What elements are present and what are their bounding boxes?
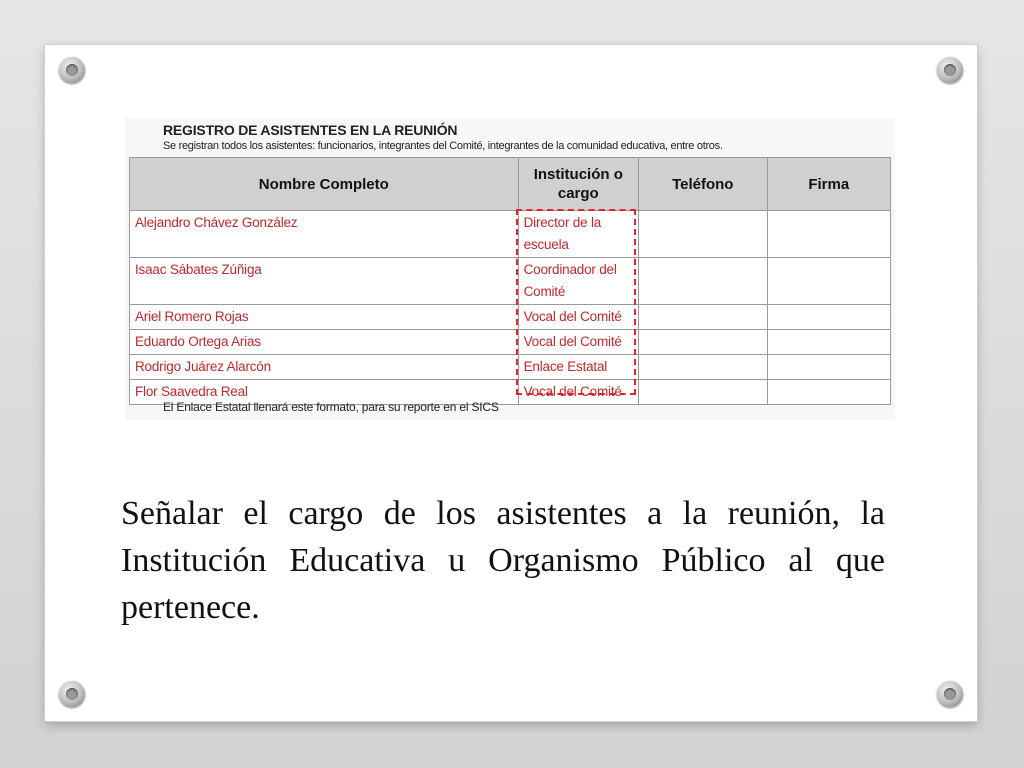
cell-cargo: Vocal del Comité bbox=[518, 380, 638, 405]
form-footer: El Enlace Estatal llenará este formato, para su reporte en el SICS bbox=[163, 400, 499, 414]
table-row bbox=[130, 355, 891, 380]
form-subtitle: Se registran todos los asistentes: funcionarios, integrantes del Comité, integrantes de la comunidad educativa, entre otros. bbox=[163, 140, 723, 152]
cell-firma bbox=[767, 211, 890, 258]
cell-name: Flor Saavedra Real bbox=[130, 380, 519, 405]
screw-icon bbox=[937, 57, 963, 83]
cell-cargo: Enlace Estatal bbox=[518, 355, 638, 380]
cargo-line1: Coordinador del bbox=[523, 262, 617, 277]
screw-icon bbox=[59, 681, 85, 707]
cargo-line2: escuela bbox=[523, 237, 569, 252]
table-row bbox=[130, 258, 891, 305]
cell-firma bbox=[767, 380, 890, 405]
cell-name: Eduardo Ortega Arias bbox=[130, 330, 519, 355]
cargo-line2: Comité bbox=[523, 284, 566, 299]
cell-firma bbox=[767, 305, 890, 330]
screw-icon bbox=[59, 57, 85, 83]
slide-caption: Señalar el cargo de los asistentes a la reunión, la Institución Educativa u Organismo Público al que pertenece. bbox=[121, 495, 885, 626]
header-cargo bbox=[518, 158, 638, 211]
table-row bbox=[130, 305, 891, 330]
header-cargo-line2: cargo bbox=[557, 185, 599, 202]
table-header-row bbox=[130, 158, 891, 211]
cell-firma bbox=[767, 330, 890, 355]
cell-name: Rodrigo Juárez Alarcón bbox=[130, 355, 519, 380]
cargo-highlight-box bbox=[516, 209, 636, 395]
cell-name: Ariel Romero Rojas bbox=[130, 305, 519, 330]
cell-telefono bbox=[639, 258, 768, 305]
header-telefono: Teléfono bbox=[639, 158, 768, 211]
cell-telefono bbox=[639, 305, 768, 330]
cell-telefono bbox=[639, 330, 768, 355]
cargo-line1: Director de la bbox=[523, 215, 602, 230]
cell-cargo: Vocal del Comité bbox=[518, 305, 638, 330]
table-row bbox=[130, 330, 891, 355]
table-row bbox=[130, 211, 891, 258]
cell-name: Alejandro Chávez González bbox=[130, 211, 519, 258]
header-cargo-line1: Institución o bbox=[533, 166, 623, 183]
screw-icon bbox=[937, 681, 963, 707]
cell-cargo: Vocal del Comité bbox=[518, 330, 638, 355]
cell-firma bbox=[767, 258, 890, 305]
form-title: REGISTRO DE ASISTENTES EN LA REUNIÓN bbox=[163, 122, 458, 138]
slide bbox=[45, 45, 977, 721]
header-name: Nombre Completo bbox=[130, 158, 519, 211]
cell-name: Isaac Sábates Zúñiga bbox=[130, 258, 519, 305]
header-firma: Firma bbox=[767, 158, 890, 211]
cell-firma bbox=[767, 355, 890, 380]
attendance-form-image bbox=[125, 118, 895, 420]
cell-telefono bbox=[639, 355, 768, 380]
attendance-table bbox=[129, 157, 891, 405]
cell-telefono bbox=[639, 211, 768, 258]
cell-telefono bbox=[639, 380, 768, 405]
